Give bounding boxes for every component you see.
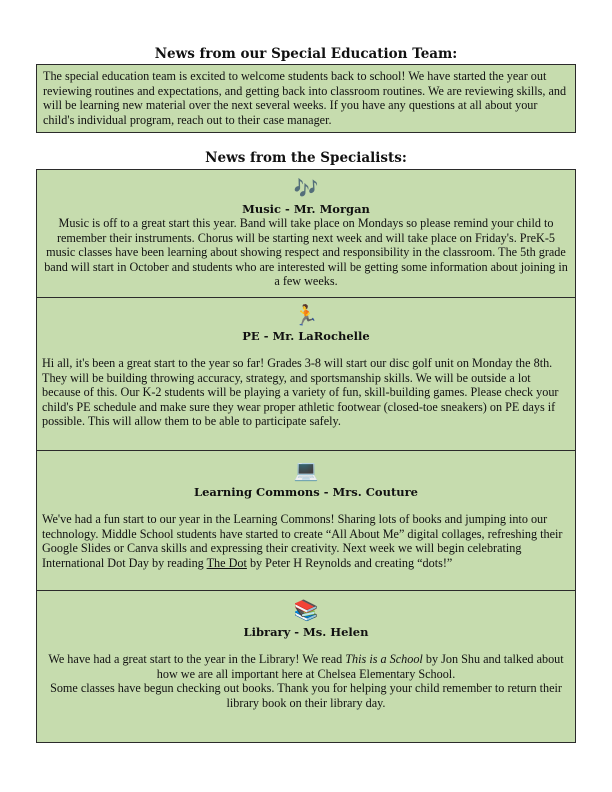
learning-commons-title: Learning Commons - Mrs. Couture	[194, 485, 418, 499]
pe-section	[37, 297, 575, 450]
book-title-this-is-a-school: This is a School	[345, 652, 423, 666]
music-notes-icon: 🎶	[293, 176, 319, 200]
library-title: Library - Ms. Helen	[243, 625, 369, 639]
specialists-heading: News from the Specialists:	[205, 150, 407, 166]
specialists-box	[36, 169, 576, 743]
learning-commons-body-text: We've had a fun start to our year in the Learning Commons! Sharing lots of books and jumping into our technology. Middle School students have started to create “All About Me” digital collages, refreshing their Google Slides or Canva skills and expressing their creativity. Next week we will begin celebrating International Dot Day by reading	[42, 512, 563, 570]
books-icon: 📚	[293, 598, 319, 622]
library-body-text: We have had a great start to the year in the Library! We read	[48, 652, 346, 666]
learning-commons-section	[37, 450, 575, 590]
pe-title: PE - Mr. LaRochelle	[242, 329, 370, 343]
music-title: Music - Mr. Morgan	[242, 202, 370, 216]
music-section	[37, 170, 575, 297]
laptop-icon: 💻	[293, 458, 319, 482]
special-ed-box	[36, 64, 576, 133]
library-section	[37, 590, 575, 742]
learning-commons-body-end: by Peter H Reynolds and creating “dots!”	[246, 555, 453, 570]
special-ed-heading: News from our Special Education Team:	[154, 46, 458, 62]
library-body	[42, 652, 570, 681]
learning-commons-body	[42, 512, 570, 570]
pe-body: Hi all, it's been a great start to the year so far! Grades 3-8 will start our disc golf unit on Monday the 8th. They will be building throwing accuracy, strategy, and sportsmanship skills. We will be outside a lot because of this. Our K-2 students will be playing a variety of fun, skill-building games. Please check your child's PE schedule and make sure they wear proper athletic footwear (closed-toe sneakers) on PE days if possible. This will allow them to be able to participate safely.	[42, 356, 559, 429]
runner-icon: 🏃	[293, 303, 319, 327]
library-body-end: by Jon Shu and talked about how we are all important here at Chelsea Elementary School.	[156, 652, 564, 681]
book-title-the-dot: The Dot	[206, 555, 247, 570]
special-ed-body: The special education team is excited to welcome students back to school! We have started the year out reviewing routines and expectations, and getting back into classroom routines. We are reviewing skills, and will be learning new material over the next several weeks. If you have any questions at all about your child's individual program, reach out to their case manager.	[43, 69, 567, 127]
music-body: Music is off to a great start this year. Band will take place on Mondays so please remind your child to remember their instruments. Chorus will be starting next week and will take place on Friday's. PreK-5 music classes have been learning about showing respect and responsibility in the classroom. The 5th grade band will start in October and students who are interested will be getting some information about joining in a few weeks.	[44, 216, 568, 289]
library-body-line2: Some classes have begun checking out books. Thank you for helping your child remember to return their library book on their library day.	[50, 681, 562, 710]
